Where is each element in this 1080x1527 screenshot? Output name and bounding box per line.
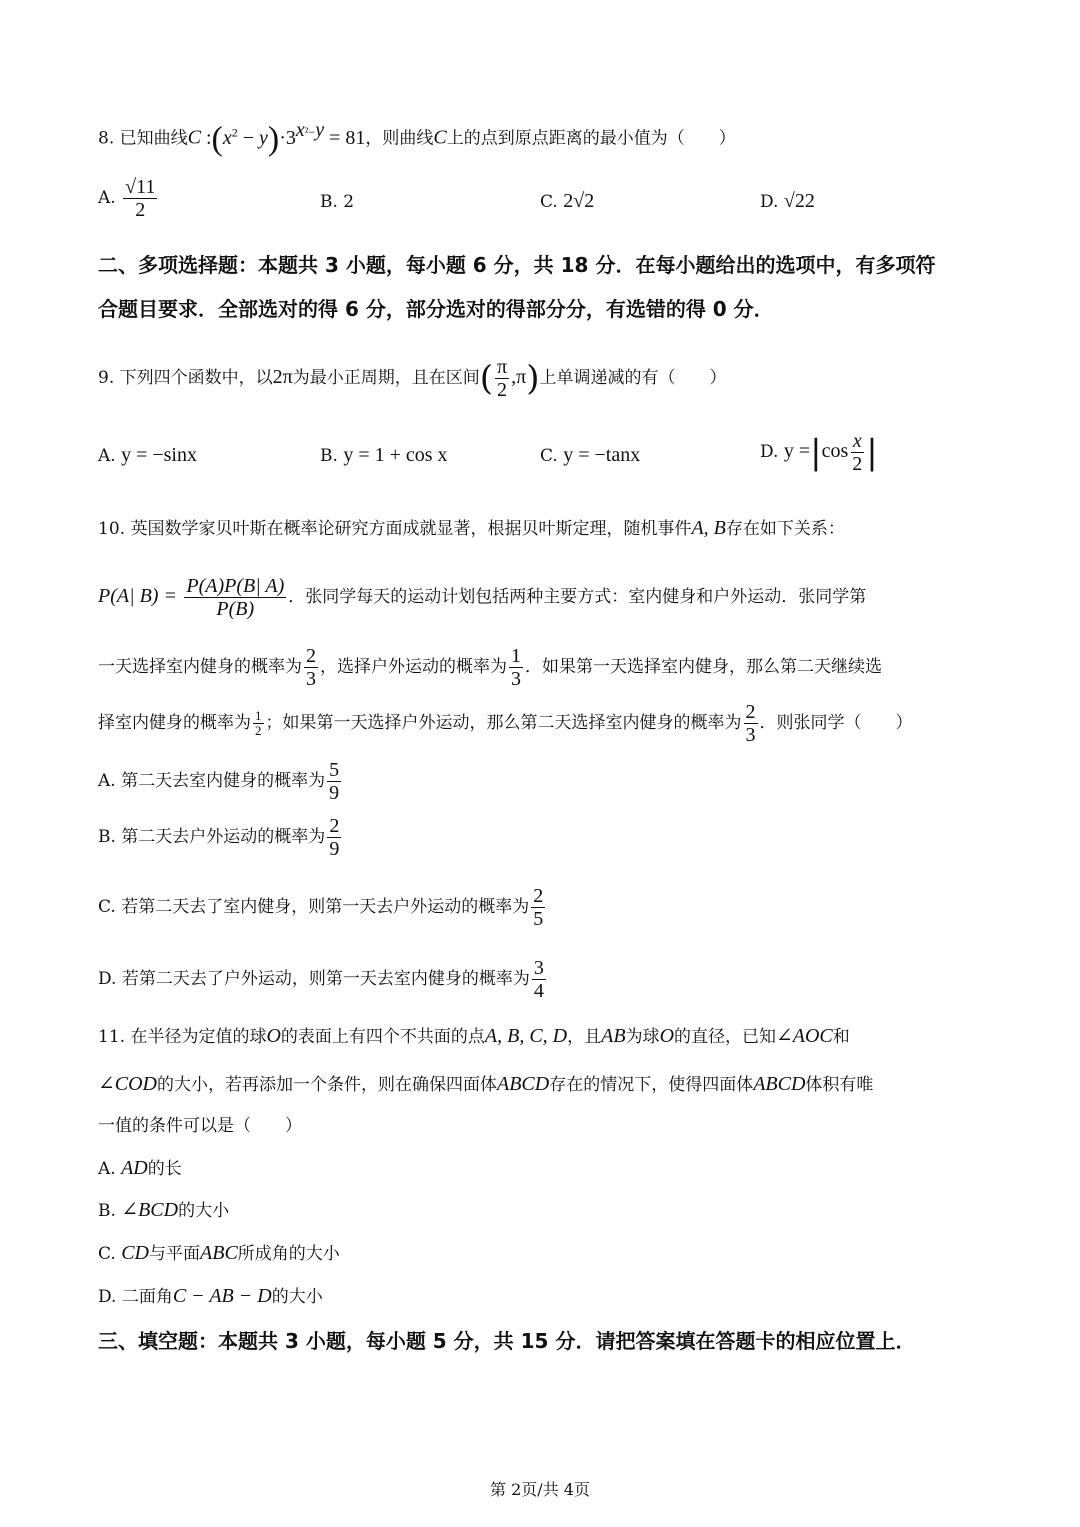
- q8-a-num: √11: [125, 176, 156, 198]
- q10-f12-num: 1: [255, 708, 262, 723]
- q11-option-b: [98, 1196, 229, 1225]
- section2-line2: 合题目要求．全部选对的得 6 分，部分选对的得部分分，有选错的得 0 分．: [98, 297, 774, 321]
- q9-d-num: x: [852, 430, 862, 452]
- q10-f23-num: 2: [306, 645, 316, 667]
- q11-l2b: 存在的情况下，使得四面体: [549, 1075, 754, 1095]
- q8-d-label: D.: [760, 192, 779, 212]
- q11-d-t: 的大小: [271, 1287, 323, 1307]
- q10-stem4b: ；如果第一天选择户外运动，那么第二天选择室内健身的概率为: [265, 713, 742, 733]
- q8-a-den: 2: [135, 199, 146, 221]
- q11-c-m2: ABC: [200, 1242, 238, 1264]
- q9-c-label: C.: [540, 446, 558, 466]
- q10-b-frac: [327, 815, 341, 860]
- q11-a-label: A.: [98, 1159, 116, 1179]
- q10-a-den: 9: [329, 782, 340, 804]
- q10-d-text: D. 若第二天去了户外运动，则第一天去室内健身的概率为: [98, 969, 530, 989]
- q9-b-val: y = 1 + cos x: [343, 444, 448, 466]
- q9-stem-b: 为最小正周期，且在区间: [292, 368, 480, 388]
- q9-option-a: [98, 444, 197, 467]
- q10-stem3a: 一天选择室内健身的概率为: [98, 657, 302, 677]
- q9-option-c: [540, 444, 640, 467]
- q10-d-num: 3: [533, 957, 544, 979]
- q11-option-a: [98, 1154, 182, 1183]
- q11-a-m: AD: [121, 1157, 148, 1179]
- q11-d-label: D. 二面角: [98, 1287, 173, 1307]
- q9-c-val: y = −tanx: [563, 444, 641, 466]
- q10-stem-line3: [98, 642, 882, 692]
- q11-o: O: [266, 1025, 281, 1047]
- q11-o-2: O: [659, 1025, 675, 1047]
- q8-option-d: [760, 190, 815, 213]
- q8-eq-value: = 81: [329, 126, 366, 149]
- q11-l2a: 的大小，若再添加一个条件，则在确保四面体: [156, 1075, 497, 1095]
- q11-c-t1: 与平面: [149, 1244, 201, 1264]
- q10-f12-den: 2: [255, 723, 262, 738]
- q8-a-label: A.: [98, 188, 116, 208]
- q10-stem-line1: [98, 514, 845, 543]
- q11-aoc: ∠AOC: [776, 1025, 833, 1047]
- q11-ab: AB: [601, 1025, 626, 1047]
- q8-stem-end: ，则曲线: [365, 128, 434, 149]
- q9-lparen: (: [479, 358, 493, 399]
- q11-cod: ∠COD: [98, 1073, 157, 1095]
- q11-c-label: C.: [98, 1244, 116, 1264]
- q10-stem1-end: 存在如下关系：: [725, 519, 845, 539]
- q9-d-cos: cos: [821, 440, 849, 462]
- q10-a-frac: [327, 759, 341, 804]
- q10-formula-frac: [184, 575, 286, 620]
- q10-d-den: 4: [533, 980, 544, 1002]
- q8-option-b: B. 2: [320, 192, 355, 212]
- q10-f23-den: 3: [306, 668, 316, 690]
- q8-c-label: C.: [540, 192, 558, 212]
- q10-ab: A, B: [691, 517, 726, 539]
- q10-b-text: B. 第二天去户外运动的概率为: [98, 827, 326, 847]
- q10-option-d: [98, 954, 548, 1004]
- q10-stem2: ．张同学每天的运动计划包括两种主要方式：室内健身和户外运动．张同学第: [288, 587, 867, 607]
- q10-option-a: [98, 756, 343, 806]
- q9-d-frac: [850, 430, 864, 475]
- q11-c-m1: CD: [121, 1242, 150, 1264]
- q8-option-a: [98, 176, 159, 221]
- q10-f23b-den: 3: [745, 724, 756, 746]
- q10-frac-1-3: [509, 645, 523, 690]
- q9-stem-c: 上单调递减的有（ ）: [539, 368, 727, 388]
- q10-frac-1-2: [253, 709, 264, 738]
- q11-b-t: 的大小: [178, 1201, 230, 1221]
- q11-pts: A, B, C, D: [484, 1025, 568, 1047]
- q9-stem-a: 9. 下列四个函数中，以: [98, 368, 273, 388]
- q10-stem3b: ，选择户外运动的概率为: [320, 657, 507, 677]
- q11-b-label: B.: [98, 1201, 116, 1221]
- q10-formula-num: P(A)P(B| A): [186, 575, 285, 597]
- q11-c-t2: 所成角的大小: [237, 1244, 340, 1264]
- q9-period: 2π: [272, 366, 293, 388]
- q10-stem1: 10. 英国数学家贝叶斯在概率论研究方面成就显著，根据贝叶斯定理，随机事件: [98, 519, 692, 539]
- q9-d-label: D.: [760, 442, 779, 462]
- q9-frac-den: 2: [497, 379, 508, 401]
- q11-option-c: [98, 1239, 340, 1268]
- q9-d-bar-l: |: [810, 432, 822, 473]
- page-footer: 第 2页/共 4页: [490, 1480, 590, 1499]
- q9-a-val: y = −sinx: [121, 444, 197, 466]
- q11-stem-line1: [98, 1022, 850, 1051]
- q8-curve-name: C: [187, 126, 201, 149]
- q9-d-bar-r: |: [866, 432, 878, 473]
- q11-stem-line3: 一值的条件可以是（ ）: [98, 1116, 302, 1136]
- q10-option-c: [98, 882, 547, 932]
- q10-c-text: C. 若第二天去了室内健身，则第一天去户外运动的概率为: [98, 897, 530, 917]
- q10-f13-num: 1: [511, 645, 521, 667]
- q9-option-b: [320, 444, 448, 467]
- q10-stem4c: ．则张同学（ ）: [759, 713, 913, 733]
- q10-formula-den: P(B): [216, 598, 255, 620]
- q11-d-m: C − AB − D: [172, 1285, 272, 1307]
- q10-a-num: 5: [329, 759, 340, 781]
- q11-l1d: 为球: [625, 1027, 660, 1047]
- q9-rparen: ): [526, 358, 540, 399]
- q11-l1e: 的直径，已知: [674, 1027, 777, 1047]
- section3-title: 三、填空题：本题共 3 小题，每小题 5 分，共 15 分．请把答案填在答题卡的相应位置上．: [98, 1329, 916, 1353]
- q10-b-den: 9: [329, 838, 340, 860]
- q10-stem3c: ．如果第一天选择室内健身，那么第二天继续选: [525, 657, 882, 677]
- q8-c-val: 2√2: [563, 190, 595, 212]
- q8-stem-text: 8. 已知曲线: [98, 128, 188, 149]
- q9-frac-num: π: [497, 356, 508, 378]
- q10-b-num: 2: [329, 815, 340, 837]
- q9-b-label: B.: [320, 446, 338, 466]
- q10-c-num: 2: [533, 885, 544, 907]
- q11-stem-line2: [98, 1070, 873, 1099]
- q10-frac-2-3b: [744, 701, 758, 746]
- q11-abcd: ABCD: [496, 1073, 550, 1095]
- q11-option-d: [98, 1282, 323, 1311]
- q11-a-t: 的长: [147, 1159, 182, 1179]
- q10-a-text: A. 第二天去室内健身的概率为: [98, 771, 326, 791]
- q11-l1b: 的表面上有四个不共面的点: [280, 1027, 485, 1047]
- q8-curve-name-2: C: [433, 126, 447, 149]
- q10-formula-line: [98, 568, 866, 625]
- q9-d-pre: y =: [783, 440, 811, 462]
- q9-pi: ,π: [511, 366, 527, 388]
- q9-option-d: [760, 430, 878, 475]
- q10-stem4a: 择室内健身的概率为: [98, 713, 251, 733]
- q9-frac: [495, 356, 509, 401]
- q11-l1f: 和: [832, 1027, 850, 1047]
- q11-abcd-2: ABCD: [753, 1073, 806, 1095]
- q10-c-frac: [531, 885, 545, 930]
- q10-formula-lhs: P(A| B) =: [98, 585, 177, 607]
- q8-equation: $:(x^2 - y)\cdot 3^{x^2-y} = 81$: [200, 119, 366, 158]
- section2-line1: 二、多项选择题：本题共 3 小题，每小题 6 分，共 18 分．在每小题给出的选项中，有多项符: [98, 253, 936, 277]
- q10-frac-2-3: [304, 645, 318, 690]
- q11-b-m: ∠BCD: [121, 1199, 179, 1221]
- q8-option-c: [540, 190, 594, 213]
- q11-l1c: ，且: [567, 1027, 602, 1047]
- q8-stem: [98, 116, 736, 158]
- q11-l2c: 体积有唯: [805, 1075, 874, 1095]
- q10-stem-line4: [98, 698, 913, 748]
- q10-f13-den: 3: [511, 668, 521, 690]
- q9-a-label: A.: [98, 446, 116, 466]
- q9-d-den: 2: [852, 453, 863, 475]
- q8-stem-end2: 上的点到原点距离的最小值为（ ）: [446, 128, 736, 149]
- q10-c-den: 5: [533, 908, 544, 930]
- q10-d-frac: [532, 957, 546, 1002]
- q10-f23b-num: 2: [745, 701, 756, 723]
- q10-option-b: [98, 812, 343, 862]
- q9-stem: [98, 356, 726, 401]
- q8-a-frac: [123, 176, 157, 221]
- q8-d-val: √22: [783, 190, 815, 212]
- q11-l1a: 11. 在半径为定值的球: [98, 1027, 267, 1047]
